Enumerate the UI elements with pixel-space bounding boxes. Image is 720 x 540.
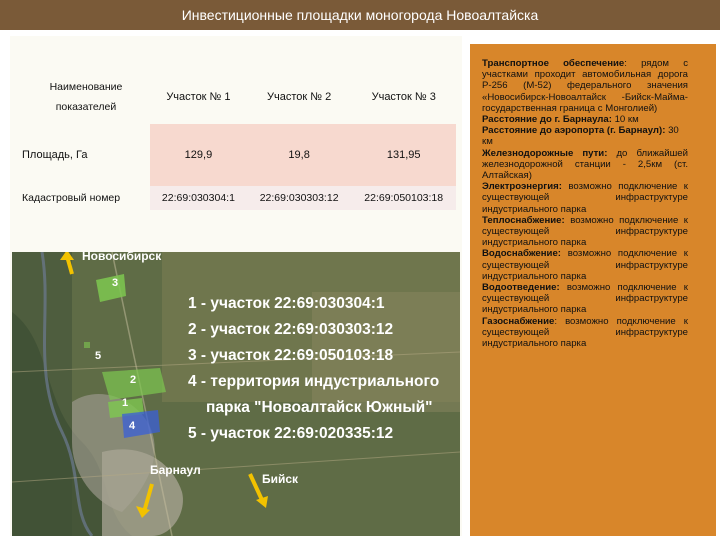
legend-item: парка "Новоалтайск Южный" xyxy=(206,399,433,416)
rail-info xyxy=(482,148,688,182)
airport-distance xyxy=(482,125,688,147)
electricity-info xyxy=(482,181,688,215)
table-cell: 129,9 xyxy=(150,124,247,186)
airport-value: 30 км xyxy=(482,125,679,148)
utility-title: Водоотведение: xyxy=(482,282,560,294)
map-area-number: 3 xyxy=(112,277,119,289)
map-area-number: 4 xyxy=(129,420,136,432)
map-label-biysk: Бийск xyxy=(262,472,299,486)
barnaul-title: Расстояние до г. Барнаула: xyxy=(482,114,612,126)
utility-title: Теплоснабжение: xyxy=(482,214,565,226)
column-header-1: Участок № 1 xyxy=(150,70,247,124)
utility-text: возможно подключение к существующей инфраструктуре индустриального парка xyxy=(482,282,688,316)
table-header-row xyxy=(22,70,456,124)
utility-title: Электроэнергия: xyxy=(482,181,562,193)
table-cell: 22:69:030304:1 xyxy=(150,186,247,210)
legend-item: 2 - участок 22:69:030303:12 xyxy=(188,321,394,338)
map-label-barnaul: Барнаул xyxy=(150,463,201,477)
barnaul-distance xyxy=(482,114,688,125)
map-area-number: 2 xyxy=(130,374,137,386)
zone-5 xyxy=(84,342,90,348)
table-cell: 19,8 xyxy=(247,124,352,186)
map-label-novosibirsk: Новосибирск xyxy=(82,249,162,263)
transport-info xyxy=(482,58,688,114)
legend-item: 3 - участок 22:69:050103:18 xyxy=(188,347,394,364)
legend-item: 1 - участок 22:69:030304:1 xyxy=(188,295,385,312)
table-row xyxy=(22,124,456,186)
airport-title: Расстояние до аэропорта (г. Барнаул): xyxy=(482,125,666,137)
utility-text: : возможно подключение к существующей инфраструктуре индустриального парка xyxy=(482,315,688,350)
water-supply-info xyxy=(482,248,688,282)
column-header-3: Участок № 3 xyxy=(351,70,456,124)
utility-title: Водоснабжение: xyxy=(482,248,561,260)
info-text xyxy=(482,58,688,349)
table-row xyxy=(22,186,456,210)
utility-text: возможно подключение к существующей инфраструктуре индустриального парка xyxy=(482,181,688,215)
row-label-area: Площадь, Га xyxy=(22,124,150,186)
table-cell: 131,95 xyxy=(351,124,456,186)
rail-text: до ближайшей железнодорожной станции - 2,5км (ст. Алтайская) xyxy=(482,147,688,182)
legend-item: 4 - территория индустриального xyxy=(188,373,440,390)
gas-supply-info xyxy=(482,316,688,350)
map-area-number: 1 xyxy=(122,397,129,409)
table-cell: 22:69:050103:18 xyxy=(351,186,456,210)
row-label-cadastral: Кадастровый номер xyxy=(22,186,150,210)
barnaul-value: 10 км xyxy=(611,114,639,126)
utility-title: Газоснабжение xyxy=(482,315,555,327)
transport-title: Транспортное обеспечение xyxy=(482,58,625,69)
slide-title: Инвестиционные площадки моногорода Новоалтайска xyxy=(181,7,539,23)
heating-info xyxy=(482,215,688,249)
transport-text: : рядом с участками проходит автомобильная дорога Р-256 (М-52) федерального значения «Новосибирск-Новоалтайск -Бийск-Майма-государственная граница с Монголией) xyxy=(482,58,688,114)
rail-title: Железнодорожные пути: xyxy=(482,147,608,159)
map-area-number: 5 xyxy=(95,350,102,362)
legend-item: 5 - участок 22:69:020335:12 xyxy=(188,425,394,442)
parameters-table xyxy=(22,70,456,210)
sewerage-info xyxy=(482,282,688,316)
utility-text: возможно подключение к существующей инфраструктуре индустриального парка xyxy=(482,214,688,249)
table-header-label: Наименование показателей xyxy=(22,70,150,124)
map-legend xyxy=(188,291,439,447)
column-header-2: Участок № 2 xyxy=(247,70,352,124)
utility-text: возможно подключение к существующей инфраструктуре индустриального парка xyxy=(482,248,688,282)
table-cell: 22:69:030303:12 xyxy=(247,186,352,210)
